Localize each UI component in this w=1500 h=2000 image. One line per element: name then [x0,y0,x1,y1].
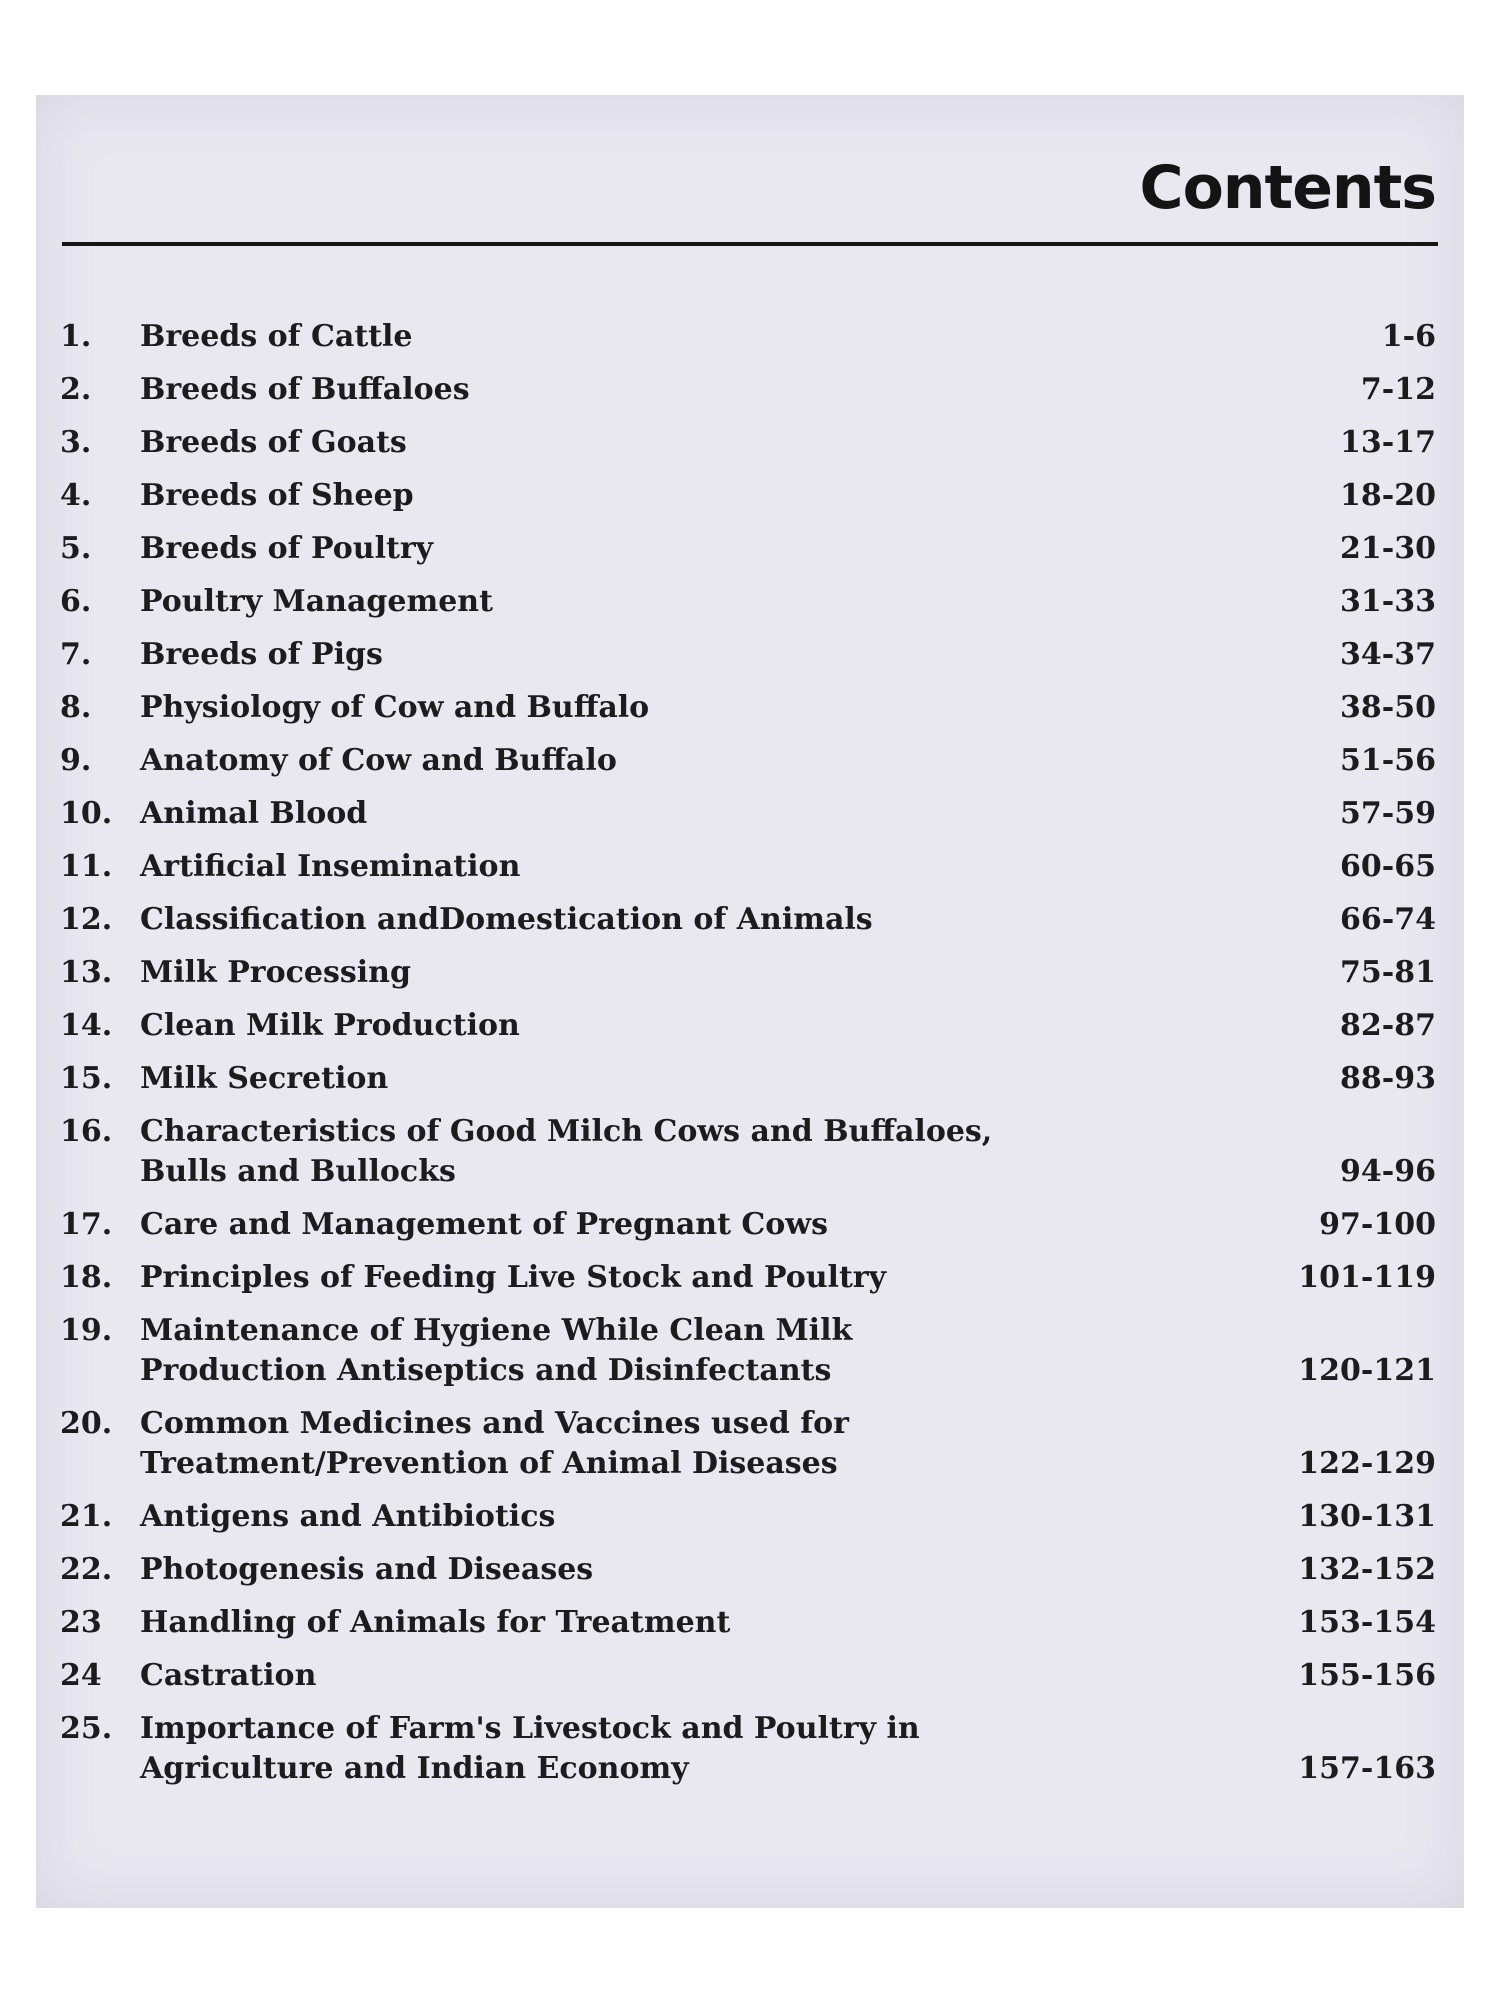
entry-page-range: 101-119 [1298,1260,1436,1295]
entry-number: 9. [60,743,92,778]
toc-entry [60,1311,1436,1391]
entry-title-line: Classification andDomestication of Animals [140,902,873,937]
entry-page-range: 153-154 [1298,1605,1436,1640]
entry-number: 23 [60,1605,102,1640]
toc-entry [60,582,1436,622]
entry-title [140,1550,1236,1590]
entry-title [140,953,1236,993]
toc-entry [60,1656,1436,1696]
page-title: Contents [1139,153,1436,223]
entry-page-range: 13-17 [1340,425,1436,460]
toc-entry [60,635,1436,675]
toc-entry [60,900,1436,940]
entry-number: 15. [60,1061,113,1096]
toc-entry [60,1497,1436,1537]
entry-title-line: Breeds of Poultry [140,531,434,566]
entry-page-range: 1-6 [1381,319,1436,354]
entry-number: 8. [60,690,92,725]
entry-title [140,370,1236,410]
entry-page-range: 132-152 [1298,1552,1436,1587]
entry-title-line: Breeds of Buffaloes [140,372,470,407]
entry-page-range: 82-87 [1340,1008,1436,1043]
entry-page-range: 120-121 [1298,1353,1436,1388]
entry-title-line: Breeds of Pigs [140,637,383,672]
entry-title [140,317,1236,357]
entry-number: 13. [60,955,113,990]
entry-page-range: 94-96 [1340,1154,1436,1189]
entry-number: 7. [60,637,92,672]
entry-title-line: Breeds of Goats [140,425,407,460]
entry-title [140,1656,1236,1696]
entry-title-line: Clean Milk Production [140,1008,520,1043]
entry-title [140,1059,1236,1099]
toc-entry [60,317,1436,357]
toc-entry [60,423,1436,463]
entry-page-range: 34-37 [1340,637,1436,672]
entry-title [140,582,1236,622]
entry-number: 12. [60,902,113,937]
entry-title [140,900,1236,940]
toc-entry [60,1205,1436,1245]
toc-entry [60,1404,1436,1484]
entry-title-line: Maintenance of Hygiene While Clean Milk [140,1313,853,1348]
entry-number: 5. [60,531,92,566]
entry-title-line: Common Medicines and Vaccines used for [140,1406,849,1441]
toc-entry [60,1258,1436,1298]
entry-title-line: Characteristics of Good Milch Cows and Buffaloes, [140,1114,993,1149]
entry-page-range: 75-81 [1340,955,1436,990]
toc-entry [60,1006,1436,1046]
entry-title [140,529,1236,569]
entry-title-line: Poultry Management [140,584,493,619]
entry-title [140,423,1236,463]
entry-title [140,1709,1236,1789]
entry-title-line: Handling of Animals for Treatment [140,1605,731,1640]
contents-list [60,317,1436,1802]
entry-title-line: Agriculture and Indian Economy [140,1751,689,1786]
entry-page-range: 97-100 [1319,1207,1436,1242]
entry-title-line: Anatomy of Cow and Buffalo [140,743,617,778]
entry-number: 17. [60,1207,113,1242]
entry-title [140,1006,1236,1046]
entry-title-line: Animal Blood [140,796,368,831]
entry-title [140,847,1236,887]
toc-entry [60,1059,1436,1099]
entry-title-line: Importance of Farm's Livestock and Poultry in [140,1711,920,1746]
entry-number: 20. [60,1406,113,1441]
entry-title [140,1404,1236,1484]
entry-page-range: 51-56 [1340,743,1436,778]
entry-title-line: Photogenesis and Diseases [140,1552,594,1587]
entry-title [140,635,1236,675]
toc-entry [60,1112,1436,1192]
entry-number: 21. [60,1499,113,1534]
entry-number: 25. [60,1711,113,1746]
book-page [36,95,1464,1908]
entry-page-range: 57-59 [1340,796,1436,831]
toc-entry [60,370,1436,410]
entry-title-line: Breeds of Cattle [140,319,413,354]
entry-number: 14. [60,1008,113,1043]
entry-number: 10. [60,796,113,831]
entry-number: 4. [60,478,92,513]
toc-entry [60,1603,1436,1643]
entry-number: 2. [60,372,92,407]
header-divider [62,242,1438,246]
entry-title-line: Castration [140,1658,317,1693]
toc-entry [60,847,1436,887]
entry-title-line: Care and Management of Pregnant Cows [140,1207,828,1242]
entry-number: 16. [60,1114,113,1149]
entry-title-line: Antigens and Antibiotics [140,1499,556,1534]
entry-title-line: Milk Processing [140,955,411,990]
entry-title-line: Treatment/Prevention of Animal Diseases [140,1446,838,1481]
toc-entry [60,1709,1436,1789]
toc-entry [60,1550,1436,1590]
entry-title [140,1112,1236,1192]
toc-entry [60,741,1436,781]
entry-title-line: Production Antiseptics and Disinfectants [140,1353,832,1388]
entry-title-line: Milk Secretion [140,1061,389,1096]
toc-entry [60,476,1436,516]
entry-title-line: Physiology of Cow and Buffalo [140,690,650,725]
entry-title [140,1258,1236,1298]
entry-page-range: 18-20 [1340,478,1436,513]
toc-entry [60,794,1436,834]
entry-number: 18. [60,1260,113,1295]
toc-entry [60,529,1436,569]
entry-page-range: 155-156 [1298,1658,1436,1693]
entry-number: 1. [60,319,92,354]
entry-number: 22. [60,1552,113,1587]
entry-page-range: 66-74 [1340,902,1436,937]
entry-title [140,688,1236,728]
entry-page-range: 21-30 [1340,531,1436,566]
entry-title [140,476,1236,516]
entry-title [140,741,1236,781]
entry-page-range: 60-65 [1340,849,1436,884]
entry-page-range: 7-12 [1360,372,1436,407]
entry-title-line: Breeds of Sheep [140,478,414,513]
toc-entry [60,953,1436,993]
entry-page-range: 122-129 [1298,1446,1436,1481]
entry-page-range: 31-33 [1340,584,1436,619]
entry-title [140,794,1236,834]
entry-title-line: Principles of Feeding Live Stock and Poultry [140,1260,887,1295]
entry-number: 11. [60,849,113,884]
entry-title [140,1311,1236,1391]
entry-page-range: 157-163 [1298,1751,1436,1786]
entry-number: 6. [60,584,92,619]
entry-title [140,1205,1236,1245]
entry-number: 24 [60,1658,102,1693]
entry-title-line: Artificial Insemination [140,849,521,884]
entry-number: 19. [60,1313,113,1348]
entry-page-range: 130-131 [1298,1499,1436,1534]
entry-title-line: Bulls and Bullocks [140,1154,456,1189]
entry-number: 3. [60,425,92,460]
entry-title [140,1497,1236,1537]
toc-entry [60,688,1436,728]
entry-title [140,1603,1236,1643]
entry-page-range: 88-93 [1340,1061,1436,1096]
entry-page-range: 38-50 [1340,690,1436,725]
